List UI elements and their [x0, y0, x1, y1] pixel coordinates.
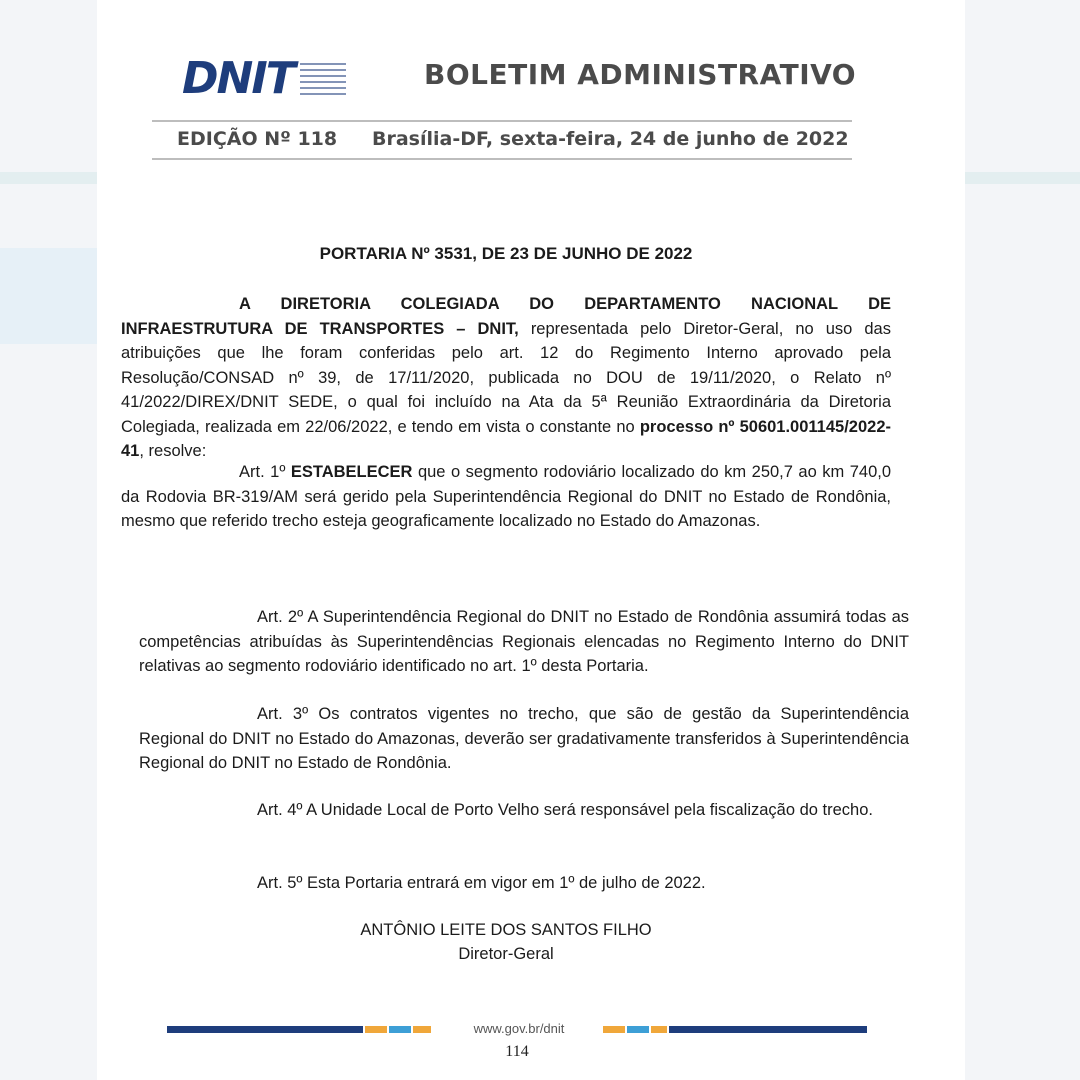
logo-tagline-mark [300, 63, 346, 95]
article-5: Art. 5º Esta Portaria entrará em vigor em 1º de julho de 2022. [257, 874, 706, 892]
article-1-text: que o segmento rodoviário localizado do km 250,7 ao km 740,0 da Rodovia BR-319/AM será gerido pela Superintendência Regional do DNIT no Estado de Rondônia, mesmo que referido trecho esteja geograficamente localizado no Estado do Amazonas. [121, 463, 892, 530]
article-4: Art. 4º A Unidade Local de Porto Velho será responsável pela fiscalização do trecho. [257, 801, 873, 819]
footer-stripe-orange-right-2 [651, 1026, 667, 1033]
signer-name: ANTÔNIO LEITE DOS SANTOS FILHO [360, 921, 652, 939]
logo-wordmark: DNIT [182, 53, 294, 104]
footer-stripe-orange-right [603, 1026, 625, 1033]
footer-stripe-orange-left [365, 1026, 387, 1033]
article-3: Art. 3º Os contratos vigentes no trecho, que são de gestão da Superintendência Regional do DNIT no Estado do Amazonas, deverão ser gradativamente transferidos à Superintendência Regional do DNIT no Estado de Rondônia. [139, 705, 909, 772]
intro-text: representada pelo Diretor-Geral, no uso das atribuições que lhe foram conferidas pelo art. 12 do Regimento Interno aprovado pela Resolução/CONSAD nº 39, de 17/11/2020, publicada no DOU de 19/11/2020, o Relato nº 41/2022/DIREX/DNIT SEDE, o qual foi incluído na Ata da 5ª Reunião Extraordinária da Diretoria Colegiada, realizada em 22/06/2022, e tendo em vista o constante no [121, 319, 891, 436]
intro-paragraph [121, 292, 891, 464]
intro-end: , resolve: [139, 442, 207, 460]
page-footer [167, 1021, 867, 1039]
footer-url: www.gov.br/dnit [473, 1021, 565, 1036]
footer-stripe-orange-left-2 [413, 1026, 431, 1033]
background-side-panel [0, 248, 100, 344]
footer-stripe-blue-left [389, 1026, 411, 1033]
intro-bold: A DIRETORIA COLEGIADA DO DEPARTAMENTO NACIONAL DE INFRAESTRUTURA DE TRANSPORTES – DNIT, [121, 295, 891, 338]
article-1 [121, 460, 891, 534]
bulletin-title: BOLETIM ADMINISTRATIVO [424, 58, 857, 91]
dateline: Brasília-DF, sexta-feira, 24 de junho de 2022 [372, 128, 849, 150]
article-2: Art. 2º A Superintendência Regional do DNIT no Estado de Rondônia assumirá todas as competências atribuídas às Superintendências Regionais elencadas no Regimento Interno do DNIT relativas ao segmento rodoviário identificado no art. 1º desta Portaria. [139, 608, 909, 675]
footer-stripe-blue-right [627, 1026, 649, 1033]
edition-bar [152, 120, 852, 160]
footer-stripe-navy-right [669, 1026, 867, 1033]
signature-block [97, 918, 915, 966]
dnit-logo [182, 53, 346, 104]
article-1-prefix: Art. 1º [239, 463, 291, 481]
portaria-title: PORTARIA Nº 3531, DE 23 DE JUNHO DE 2022 [319, 244, 693, 263]
edition-number: EDIÇÃO Nº 118 [177, 128, 338, 150]
article-1-keyword: ESTABELECER [290, 463, 413, 481]
bulletin-page [97, 0, 965, 1080]
signer-role: Diretor-Geral [458, 945, 554, 963]
page-number: 114 [505, 1043, 529, 1060]
process-number: processo nº 50601.001145/2022-41 [121, 417, 891, 460]
footer-stripe-navy-left [167, 1026, 363, 1033]
